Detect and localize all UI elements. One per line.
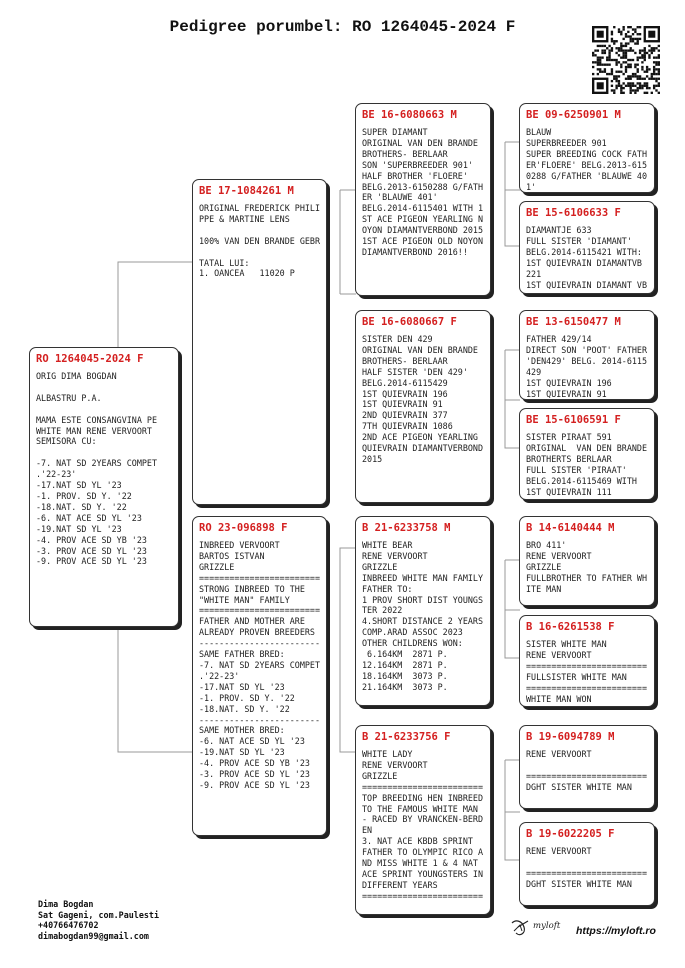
dam-dam-sire-card[interactable] bbox=[519, 725, 655, 809]
dam-details: INBREED VERVOORT BARTOS ISTVAN GRIZZLE ======================== STRONG INBREED TO THE "WHITE MAN" FAMILY ======================== FATHER AND MOTHER ARE ALREADY PROVEN BREEDERS ------------------------ SAME FATHER BRED: -7. NAT SD 2YEARS COMPET .'22-23' -17.NAT SD YL '23 -1. PROV. SD Y. '22 -18.NAT. SD Y. '22 ------------------------ SAME MOTHER BRED: -6. NAT ACE SD YL '23 -19.NAT SD YL '23 -4. PROV ACE SD YB '23 -3. PROV ACE SD YL '23 -9. PROV ACE SD YL '23 bbox=[199, 540, 321, 790]
dam-sire-dam-id: B 16-6261538 F bbox=[526, 621, 615, 633]
website-link[interactable]: https://myloft.ro bbox=[576, 925, 656, 937]
sire-sire-sire-details: BLAUW SUPERBREEDER 901 SUPER BREEDING COCK FATH ER'FLOERE' BELG.2013-615 0288 G/FATHER 'BLAUWE 40 1' bbox=[526, 127, 648, 192]
sire-sire-sire-id: BE 09-6250901 M bbox=[526, 109, 621, 121]
sire-dam-details: SISTER DEN 429 ORIGINAL VAN DEN BRANDE BROTHERS- BERLAAR HALF SISTER 'DEN 429' BELG.2014-6115429 1ST QUIEVRAIN 196 1ST QUIEVRAIN 91 2ND QUIEVRAIN 377 7TH QUIEVRAIN 1086 2ND ACE PIGEON YEARLING QUIEVRAIN DIAMANTVERBOND 2015 bbox=[362, 334, 484, 464]
sire-dam-dam-card[interactable] bbox=[519, 408, 655, 500]
dam-dam-id: B 21-6233756 F bbox=[362, 731, 451, 743]
dam-sire-id: B 21-6233758 M bbox=[362, 522, 451, 534]
dam-dam-dam-details: RENE VERVOORT ======================== DGHT SISTER WHITE MAN bbox=[526, 846, 648, 889]
logo-text: myloft bbox=[533, 921, 561, 931]
sire-sire-card[interactable] bbox=[355, 103, 491, 296]
dam-dam-dam-id: B 19-6022205 F bbox=[526, 828, 615, 840]
sire-sire-dam-details: DIAMANTJE 633 FULL SISTER 'DIAMANT' BELG.2014-6115421 WITH: 1ST QUIEVRAIN DIAMANTVB 221 1ST QUIEVRAIN DIAMANT VB bbox=[526, 225, 648, 290]
dam-sire-dam-card[interactable] bbox=[519, 615, 655, 707]
subject-id: RO 1264045-2024 F bbox=[36, 353, 144, 365]
dam-dam-sire-details: RENE VERVOORT ======================== DGHT SISTER WHITE MAN bbox=[526, 749, 648, 792]
sire-id: BE 17-1084261 M bbox=[199, 185, 294, 197]
sire-sire-dam-card[interactable] bbox=[519, 201, 655, 294]
sire-dam-sire-id: BE 13-6150477 M bbox=[526, 316, 621, 328]
dam-sire-sire-card[interactable] bbox=[519, 516, 655, 606]
dam-sire-sire-details: BRO 411' RENE VERVOORT GRIZZLE FULLBROTHER TO FATHER WH ITE MAN bbox=[526, 540, 648, 594]
dam-sire-dam-details: SISTER WHITE MAN RENE VERVOORT ======================== FULLSISTER WHITE MAN ======================== WHITE MAN WON bbox=[526, 639, 648, 704]
sire-sire-dam-id: BE 15-6106633 F bbox=[526, 207, 621, 219]
page-title: Pedigree porumbel: RO 1264045-2024 F bbox=[169, 18, 516, 36]
dam-sire-sire-id: B 14-6140444 M bbox=[526, 522, 615, 534]
subject-details: ORIG DIMA BOGDAN ALBASTRU P.A. MAMA ESTE CONSANGVINA PE WHITE MAN RENE VERVOORT SEMISORA CU: -7. NAT SD 2YEARS COMPET .'22-23' -17.NAT SD YL '23 -1. PROV. SD Y. '22 -18.NAT. SD Y. '22 -6. NAT ACE SD YL '23 -19.NAT SD YL '23 -4. PROV ACE SD YB '23 -3. PROV ACE SD YL '23 -9. PROV ACE SD YL '23 bbox=[36, 371, 158, 567]
sire-dam-card[interactable] bbox=[355, 310, 491, 503]
dam-sire-details: WHITE BEAR RENE VERVOORT GRIZZLE INBREED WHITE MAN FAMILY FATHER TO: 1 PROV SHORT DIST YOUNGS TER 2022 4.SHORT DISTANCE 2 YEARS COMP.ARAD ASSOC 2023 OTHER CHILDRENS WON: 6.164KM 2871 P. 12.164KM 2871 P. 18.164KM 3073 P. 21.164KM 3073 P. bbox=[362, 540, 484, 692]
sire-sire-id: BE 16-6080663 M bbox=[362, 109, 457, 121]
dam-id: RO 23-096898 F bbox=[199, 522, 288, 534]
owner-contact: Dima Bogdan Sat Gageni, com.Paulesti +40766476702 dimabogdan99@gmail.com bbox=[38, 899, 160, 941]
sire-sire-sire-card[interactable] bbox=[519, 103, 655, 193]
sire-dam-dam-id: BE 15-6106591 F bbox=[526, 414, 621, 426]
sire-dam-sire-card[interactable] bbox=[519, 310, 655, 400]
sire-dam-sire-details: FATHER 429/14 DIRECT SON 'POOT' FATHER 'DEN429' BELG. 2014-6115 429 1ST QUIEVRAIN 196 1ST QUIEVRAIN 91 bbox=[526, 334, 648, 399]
dam-dam-sire-id: B 19-6094789 M bbox=[526, 731, 615, 743]
sire-card[interactable] bbox=[192, 179, 327, 505]
sire-sire-details: SUPER DIAMANT ORIGINAL VAN DEN BRANDE BROTHERS- BERLAAR SON 'SUPERBREEDER 901' HALF BROTHER 'FLOERE' BELG.2013-6150288 G/FATH ER 'BLAUWE 401' BELG.2014-6115401 WITH 1 ST ACE PIGEON YEARLING N OYON DIAMANTVERBOND 2015 1ST ACE PIGEON OLD NOYON DIAMANTVERBOND 2016!! bbox=[362, 127, 484, 257]
dam-dam-details: WHITE LADY RENE VERVOORT GRIZZLE ======================== TOP BREEDING HEN INBREED TO THE FAMOUS WHITE MAN - RACED BY VRANCKEN-BERD EN 3. NAT ACE KBDB SPRINT FATHER TO OLYMPIC RICO A ND MISS WHITE 1 & 4 NAT ACE SPRINT YOUNGSTERS IN DIFFERENT YEARS ======================== bbox=[362, 749, 484, 901]
subject-card[interactable] bbox=[29, 347, 179, 627]
dam-card[interactable] bbox=[192, 516, 327, 836]
dam-dam-dam-card[interactable] bbox=[519, 822, 655, 906]
sire-dam-dam-details: SISTER PIRAAT 591 ORIGINAL VAN DEN BRANDE BROTHERTS BERLAAR FULL SISTER 'PIRAAT' BELG.2014-6115469 WITH 1ST QUIEVRAIN 111 bbox=[526, 432, 648, 497]
sire-details: ORIGINAL FREDERICK PHILI PPE & MARTINE LENS 100% VAN DEN BRANDE GEBR TATAL LUI: 1. OANCEA 11020 P bbox=[199, 203, 321, 279]
sire-dam-id: BE 16-6080667 F bbox=[362, 316, 457, 328]
dam-dam-card[interactable] bbox=[355, 725, 491, 915]
dam-sire-card[interactable] bbox=[355, 516, 491, 706]
